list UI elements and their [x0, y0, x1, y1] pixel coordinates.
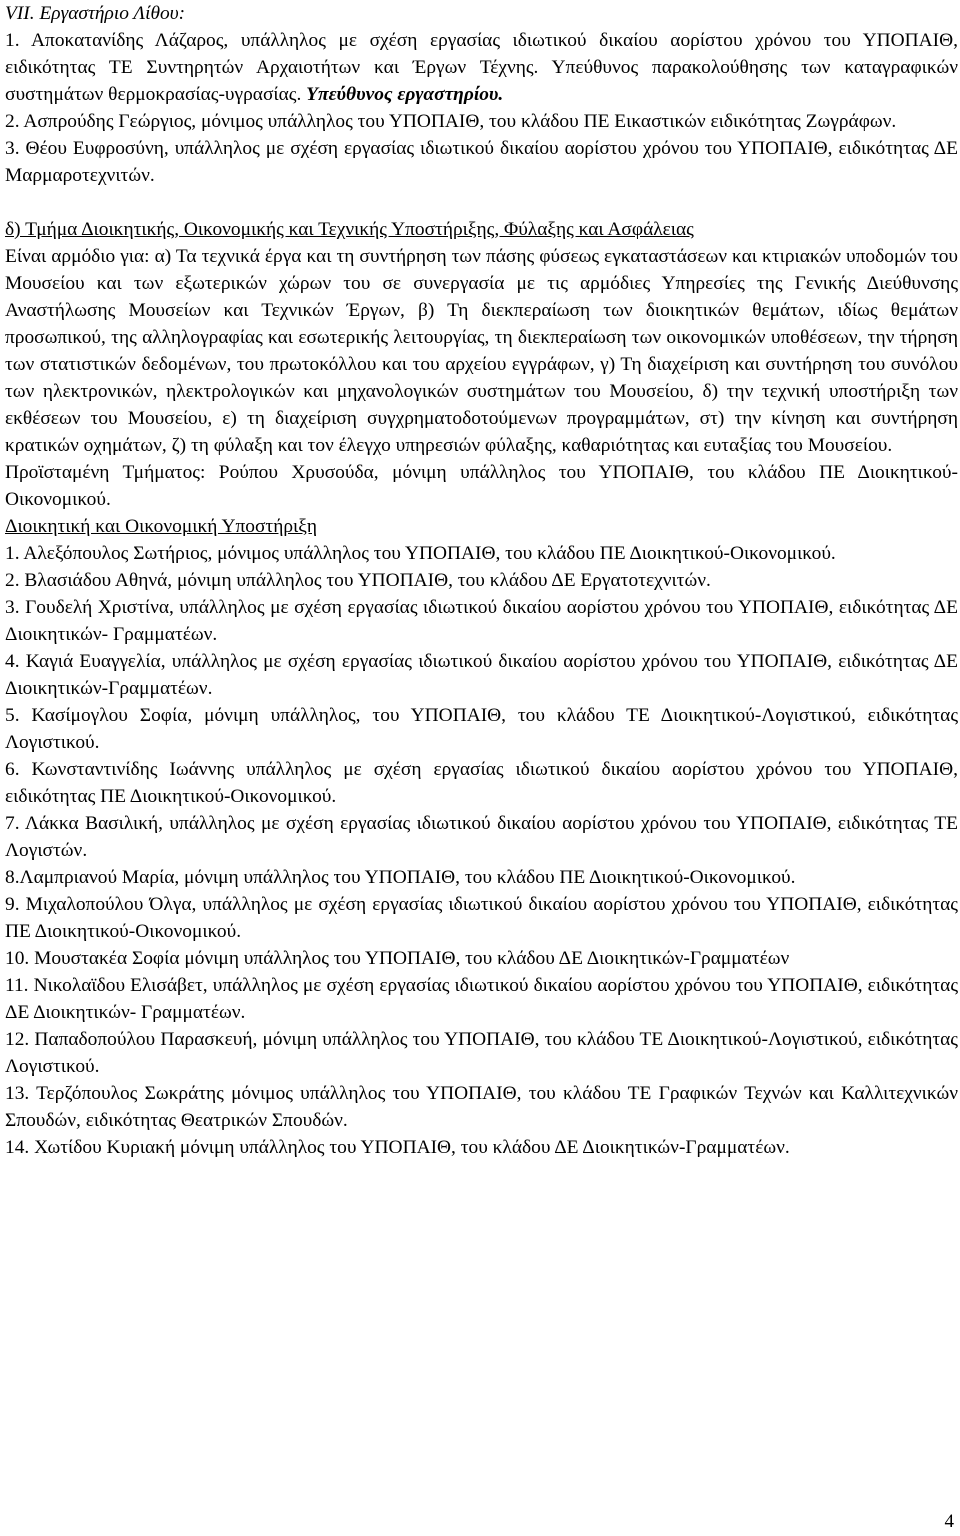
lab-stone-item-1-role: Υπεύθυνος εργαστηρίου.	[306, 84, 504, 105]
staff-item: 2. Βλασιάδου Αθηνά, μόνιμη υπάλληλος του ΥΠΟΠΑΙΘ, του κλάδου ΔΕ Εργατοτεχνιτών.	[5, 570, 711, 591]
lab-stone-item-1-text: 1. Αποκατανίδης Λάζαρος, υπάλληλος με σχέση εργασίας ιδιωτικού δικαίου αορίστου χρόνου του ΥΠΟΠΑΙΘ, ειδικότητας ΤΕ Συντηρητών Αρχαιοτήτων και Έργων Τέχνης. Υπεύθυνος παρακολούθησης των καταγραφικών συστημάτων θερμοκρασίας-υγρασίας.	[5, 30, 958, 105]
staff-item: 14. Χωτίδου Κυριακή μόνιμη υπάλληλος του ΥΠΟΠΑΙΘ, του κλάδου ΔΕ Διοικητικών-Γραμματέων.	[5, 1137, 790, 1158]
staff-item: 6. Κωνσταντινίδης Ιωάννης υπάλληλος με σχέση εργασίας ιδιωτικού δικαίου αορίστου χρόνου του ΥΠΟΠΑΙΘ, ειδικότητας ΠΕ Διοικητικού-Οικονομικού.	[5, 759, 958, 807]
lab-stone-item-3: 3. Θέου Ευφροσύνη, υπάλληλος με σχέση εργασίας ιδιωτικού δικαίου αορίστου χρόνου του ΥΠΟΠΑΙΘ, ειδικότητας ΔΕ Μαρμαροτεχνιτών.	[5, 138, 958, 186]
department-title: δ) Τμήμα Διοικητικής, Οικονομικής και Τεχνικής Υποστήριξης, Φύλαξης και Ασφάλειας	[5, 219, 694, 240]
staff-item: 3. Γουδελή Χριστίνα, υπάλληλος με σχέση εργασίας ιδιωτικού δικαίου αορίστου χρόνου του ΥΠΟΠΑΙΘ, ειδικότητας ΔΕ Διοικητικών- Γραμματέων.	[5, 597, 958, 645]
staff-item: 5. Κασίμογλου Σοφία, μόνιμη υπάλληλος, του ΥΠΟΠΑΙΘ, του κλάδου ΤΕ Διοικητικού-Λογιστικού, ειδικότητας Λογιστικού.	[5, 705, 958, 753]
staff-item: 13. Τερζόπουλος Σωκράτης μόνιμος υπάλληλος του ΥΠΟΠΑΙΘ, του κλάδου ΤΕ Γραφικών Τεχνών και Καλλιτεχνικών Σπουδών, ειδικότητας Θεατρικών Σπουδών.	[5, 1083, 958, 1131]
staff-item: 7. Λάκκα Βασιλική, υπάλληλος με σχέση εργασίας ιδιωτικού δικαίου αορίστου χρόνου του ΥΠΟΠΑΙΘ, ειδικότητας ΤΕ Λογιστών.	[5, 813, 958, 861]
lab-stone-item-2: 2. Ασπρούδης Γεώργιος, μόνιμος υπάλληλος του ΥΠΟΠΑΙΘ, του κλάδου ΠΕ Εικαστικών ειδικότητας Ζωγράφων.	[5, 111, 897, 132]
section-spacer	[5, 189, 958, 216]
department-description: Είναι αρμόδιο για: α) Τα τεχνικά έργα και τη συντήρηση των πάσης φύσεως εγκαταστάσεων και κτιριακών υποδομών του Μουσείου και των εξωτερικών χώρων του σε συνεργασία με τις αρμόδιες Υπηρεσίες της Γενικής Διεύθυνσης Αναστήλωσης Μουσείων και Τεχνικών Έργων, β) Τη διεκπεραίωση των διοικητικών θεμάτων, ιδίως θεμάτων προσωπικού, της αλληλογραφίας και εσωτερικής λειτουργίας, τη διεκπεραίωση των οικονομικών υποθέσεων, την τήρηση των στατιστικών δεδομένων, του πρωτοκόλλου και του αρχείου εγγράφων, γ) Τη διαχείριση και συντήρηση του συνόλου των ηλεκτρονικών, ηλεκτρολογικών και μηχανολογικών συστημάτων του Μουσείου, δ) την τεχνική υποστήριξη των εκθέσεων του Μουσείου, ε) τη διαχείριση συγχρηματοδοτούμενων προγραμμάτων, στ) την κίνηση και συντήρηση κρατικών οχημάτων, ζ) τη φύλαξη και τον έλεγχο υπηρεσιών φύλαξης, καθαριότητας και ευταξίας του Μουσείου.	[5, 246, 958, 456]
lab-stone-item-1	[5, 27, 958, 108]
staff-item: 8.Λαμπριανού Μαρία, μόνιμη υπάλληλος του ΥΠΟΠΑΙΘ, του κλάδου ΠΕ Διοικητικού-Οικονομικού.	[5, 867, 796, 888]
staff-item: 11. Νικολαϊδου Ελισάβετ, υπάλληλος με σχέση εργασίας ιδιωτικού δικαίου αορίστου χρόνου του ΥΠΟΠΑΙΘ, ειδικότητας ΔΕ Διοικητικών- Γραμματέων.	[5, 975, 958, 1023]
staff-item: 1. Αλεξόπουλος Σωτήριος, μόνιμος υπάλληλος του ΥΠΟΠΑΙΘ, του κλάδου ΠΕ Διοικητικού-Οικονομικού.	[5, 543, 836, 564]
staff-item: 10. Μουστακέα Σοφία μόνιμη υπάλληλος του ΥΠΟΠΑΙΘ, του κλάδου ΔΕ Διοικητικών-Γραμματέων	[5, 948, 790, 969]
staff-item: 9. Μιχαλοπούλου Όλγα, υπάλληλος με σχέση εργασίας ιδιωτικού δικαίου αορίστου χρόνου του ΥΠΟΠΑΙΘ, ειδικότητας ΠΕ Διοικητικού-Οικονομικού.	[5, 894, 958, 942]
page-content	[5, 0, 958, 1161]
staff-item: 4. Καγιά Ευαγγελία, υπάλληλος με σχέση εργασίας ιδιωτικού δικαίου αορίστου χρόνου του ΥΠΟΠΑΙΘ, ειδικότητας ΔΕ Διοικητικών-Γραμματέων.	[5, 651, 958, 699]
admin-support-title: Διοικητική και Οικονομική Υποστήριξη	[5, 516, 318, 537]
department-head: Προϊσταμένη Τμήματος: Ρούπου Χρυσούδα, μόνιμη υπάλληλος του ΥΠΟΠΑΙΘ, του κλάδου ΠΕ Διοικητικού-Οικονομικού.	[5, 462, 958, 510]
staff-item: 12. Παπαδοπούλου Παρασκευή, μόνιμη υπάλληλος του ΥΠΟΠΑΙΘ, του κλάδου ΤΕ Διοικητικού-Λογιστικού, ειδικότητας Λογιστικού.	[5, 1029, 958, 1077]
page-number: 4	[944, 1511, 954, 1532]
lab-stone-heading: VII. Εργαστήριο Λίθου:	[5, 3, 186, 24]
